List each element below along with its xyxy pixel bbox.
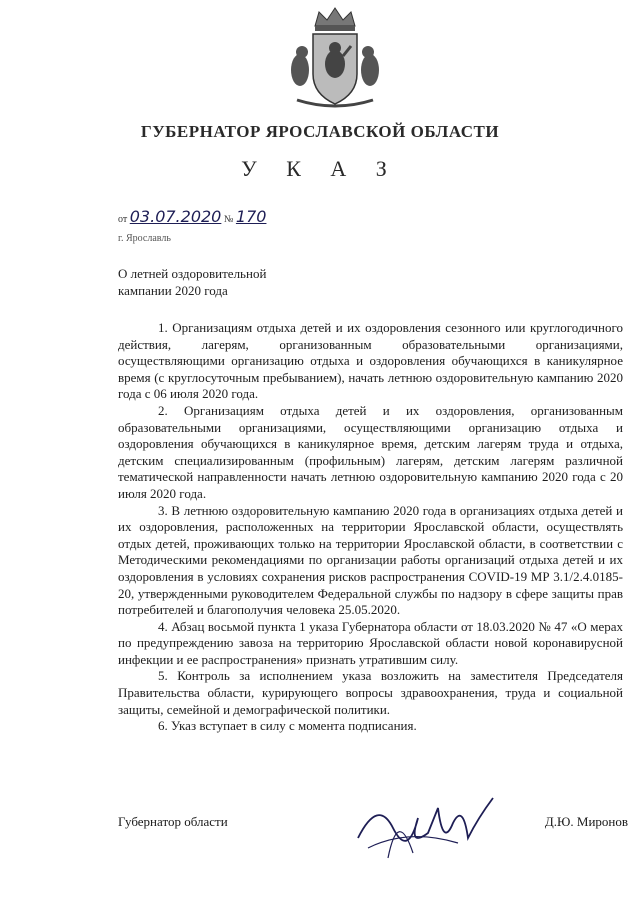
number-prefix: № bbox=[223, 214, 234, 225]
signature-block bbox=[118, 800, 628, 870]
document-type: У К А З bbox=[241, 156, 399, 181]
signatory-title: Губернатор области bbox=[118, 814, 228, 829]
paragraph-6: 6. Указ вступает в силу с момента подписания. bbox=[158, 718, 417, 734]
subject-line-2: кампании 2020 года bbox=[118, 283, 228, 298]
paragraph-3: 3. В летнюю оздоровительную кампанию 2020 года в организациях отдыха детей и их оздоровления, расположенных на территории Ярославской области, осуществлять отдых детей, проживающих только на территории Ярославской области, в соответствии с Методическими рекомендациями по организации работы организаций отдыха детей и их оздоровления в условиях сохранения рисков распространения COVID-19 МР 3.1/2.4.0185-20, утвержденными руководителем Федеральной службы по надзору в сфере защиты прав потребителей и благополучия человека 25.05.2020. bbox=[118, 502, 623, 618]
subject-line-1: О летней оздоровительной bbox=[118, 266, 267, 281]
paragraph-1: 1. Организациям отдыха детей и их оздоровления сезонного или круглогодичного действия, лагерям, организованным образовательными организациями, осуществляющими организацию отдыха и оздоровления обучающихся в каникулярное время (с круглосуточным пребыванием), начать летнюю оздоровительную кампанию 2020 года с 06 июля 2020 года. bbox=[118, 320, 623, 402]
signatory-name: Д.Ю. Миронов bbox=[544, 814, 628, 829]
date-number-line bbox=[118, 207, 266, 226]
paragraph-5: 5. Контроль за исполнением указа возложить на заместителя Председателя Правительства области, курирующего вопросы здравоохранения, труда и социальной защиты, семейной и демографической политики. bbox=[118, 668, 623, 717]
authority-title: ГУБЕРНАТОР ЯРОСЛАВСКОЙ ОБЛАСТИ bbox=[140, 122, 500, 141]
date-prefix: от bbox=[118, 214, 128, 225]
decree-body bbox=[118, 320, 623, 735]
decree-number: 170 bbox=[235, 207, 267, 226]
handwritten-signature-icon bbox=[348, 788, 498, 868]
city: г. Ярославль bbox=[118, 233, 171, 244]
decree-subject bbox=[118, 265, 266, 299]
paragraph-4: 4. Абзац восьмой пункта 1 указа Губернатора области от 18.03.2020 № 47 «О мерах по предупреждению завоза на территорию Ярославской области новой коронавирусной инфекции и ее распространения» признать утратившим силу. bbox=[118, 618, 623, 667]
coat-of-arms-icon bbox=[285, 4, 385, 114]
paragraph-2: 2. Организациям отдыха детей и их оздоровления, организованным образовательными организациями, осуществляющими организацию отдыха и оздоровления обучающихся в каникулярное время, детским лагерям труда и отдыха, детским специализированным (профильным) лагерям, детским лагерям различной тематической направленности начать летнюю оздоровительную кампанию 2020 года с 20 июля 2020 года. bbox=[118, 402, 623, 501]
decree-date: 03.07.2020 bbox=[129, 207, 222, 226]
